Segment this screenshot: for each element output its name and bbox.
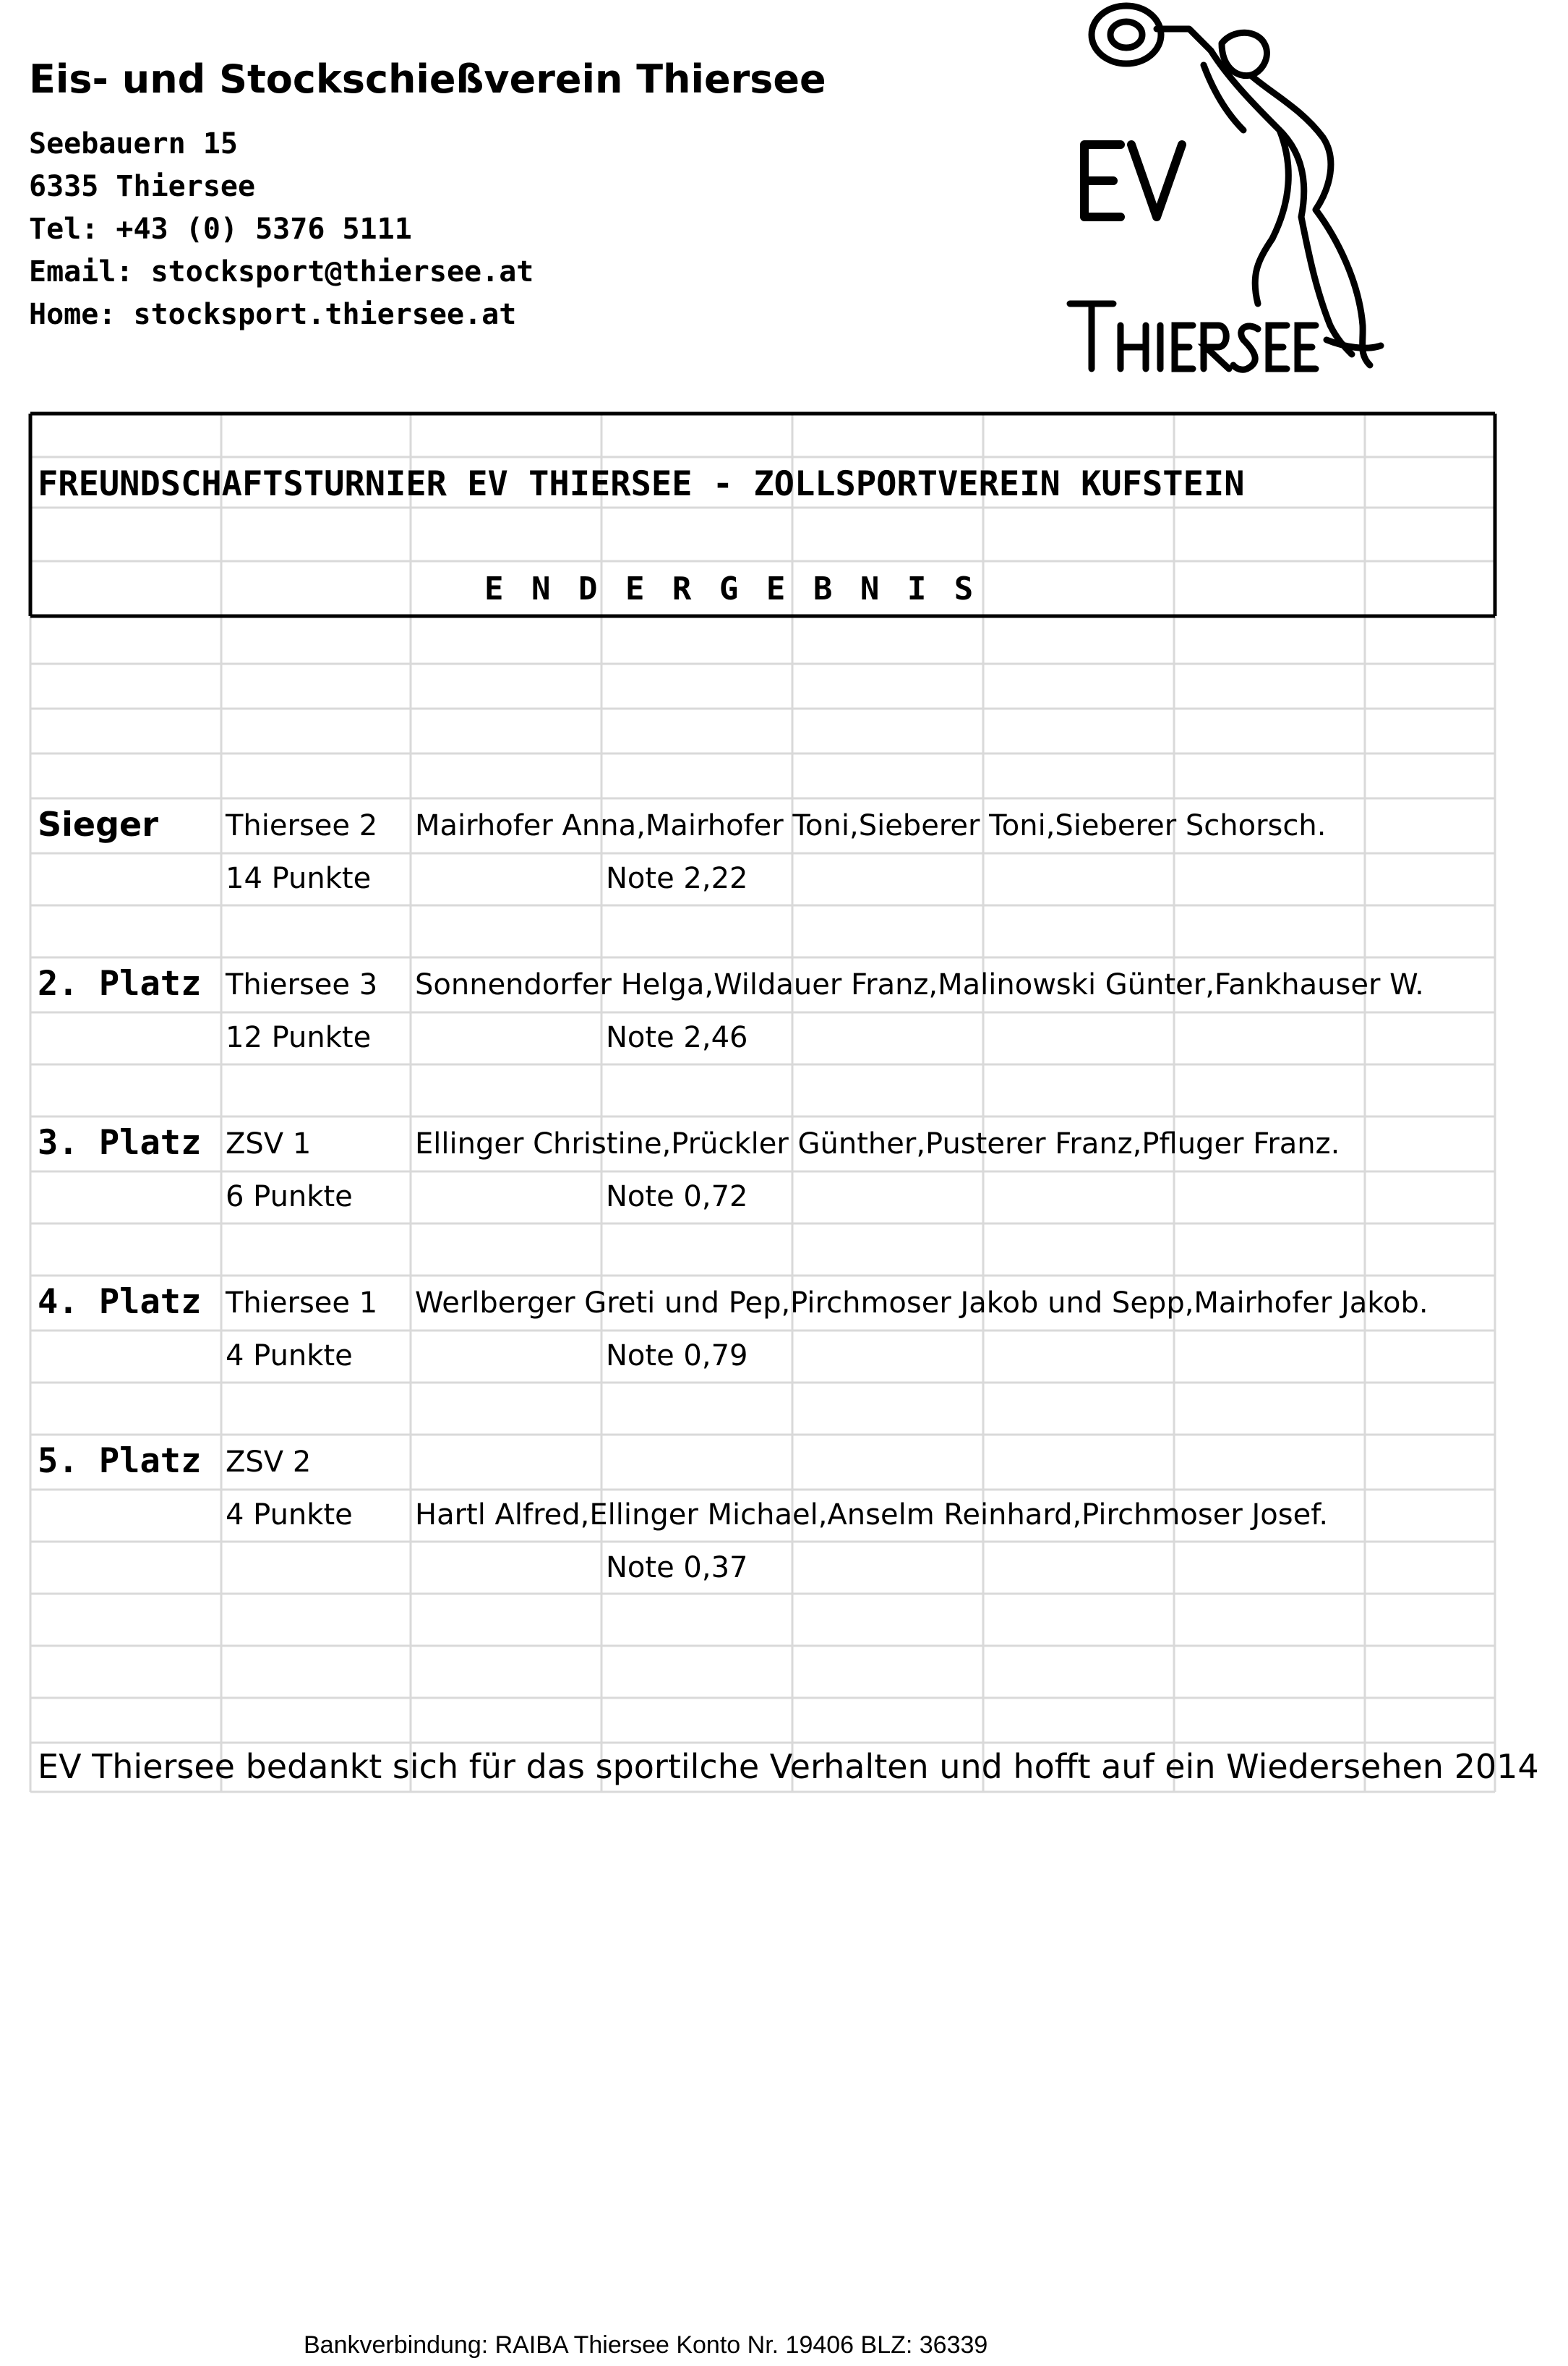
address-homepage: Home: stocksport.thiersee.at: [29, 298, 517, 331]
result-place: 2. Platz: [38, 964, 202, 1004]
result-players: Ellinger Christine,Prückler Günther,Pusterer Franz,Pfluger Franz.: [415, 1127, 1340, 1161]
result-note: Note 0,79: [606, 1339, 748, 1372]
address-city: 6335 Thiersee: [29, 170, 256, 203]
result-team: Thiersee 1: [226, 1286, 378, 1320]
tournament-subtitle: E N D E R G E B N I S: [484, 571, 978, 607]
club-name: Eis- und Stockschießverein Thiersee: [29, 56, 826, 102]
result-players: Hartl Alfred,Ellinger Michael,Anselm Reinhard,Pirchmoser Josef.: [415, 1498, 1329, 1532]
result-points: 12 Punkte: [226, 1021, 372, 1054]
result-note: Note 2,22: [606, 862, 748, 895]
closing-message: EV Thiersee bedankt sich für das sportilche Verhalten und hofft auf ein Wiedersehen 2014: [38, 1747, 1539, 1786]
result-note: Note 2,46: [606, 1021, 748, 1054]
result-players: Mairhofer Anna,Mairhofer Toni,Sieberer Toni,Sieberer Schorsch.: [415, 809, 1327, 842]
result-players: Werlberger Greti und Pep,Pirchmoser Jakob und Sepp,Mairhofer Jakob.: [415, 1286, 1428, 1320]
result-team: Thiersee 3: [226, 968, 378, 1002]
result-place: 5. Platz: [38, 1441, 202, 1481]
result-note: Note 0,37: [606, 1551, 748, 1584]
result-points: 4 Punkte: [226, 1339, 353, 1372]
result-points: 6 Punkte: [226, 1180, 353, 1213]
result-team: Thiersee 2: [226, 809, 378, 842]
result-points: 4 Punkte: [226, 1498, 353, 1532]
bank-details: Bankverbindung: RAIBA Thiersee Konto Nr. 19406 BLZ: 36339: [304, 2331, 988, 2359]
result-note: Note 0,72: [606, 1180, 748, 1213]
address-street: Seebauern 15: [29, 127, 238, 161]
result-points: 14 Punkte: [226, 862, 372, 895]
result-place: 3. Platz: [38, 1123, 202, 1163]
result-team: ZSV 2: [226, 1445, 312, 1479]
result-players: Sonnendorfer Helga,Wildauer Franz,Malinowski Günter,Fankhauser W.: [415, 968, 1424, 1002]
result-place: 4. Platz: [38, 1282, 202, 1322]
address-email: Email: stocksport@thiersee.at: [29, 255, 534, 289]
address-phone: Tel: +43 (0) 5376 5111: [29, 213, 412, 246]
result-team: ZSV 1: [226, 1127, 312, 1161]
result-place: Sieger: [38, 805, 158, 844]
tournament-title: FREUNDSCHAFTSTURNIER EV THIERSEE - ZOLLSPORTVEREIN KUFSTEIN: [38, 464, 1245, 504]
